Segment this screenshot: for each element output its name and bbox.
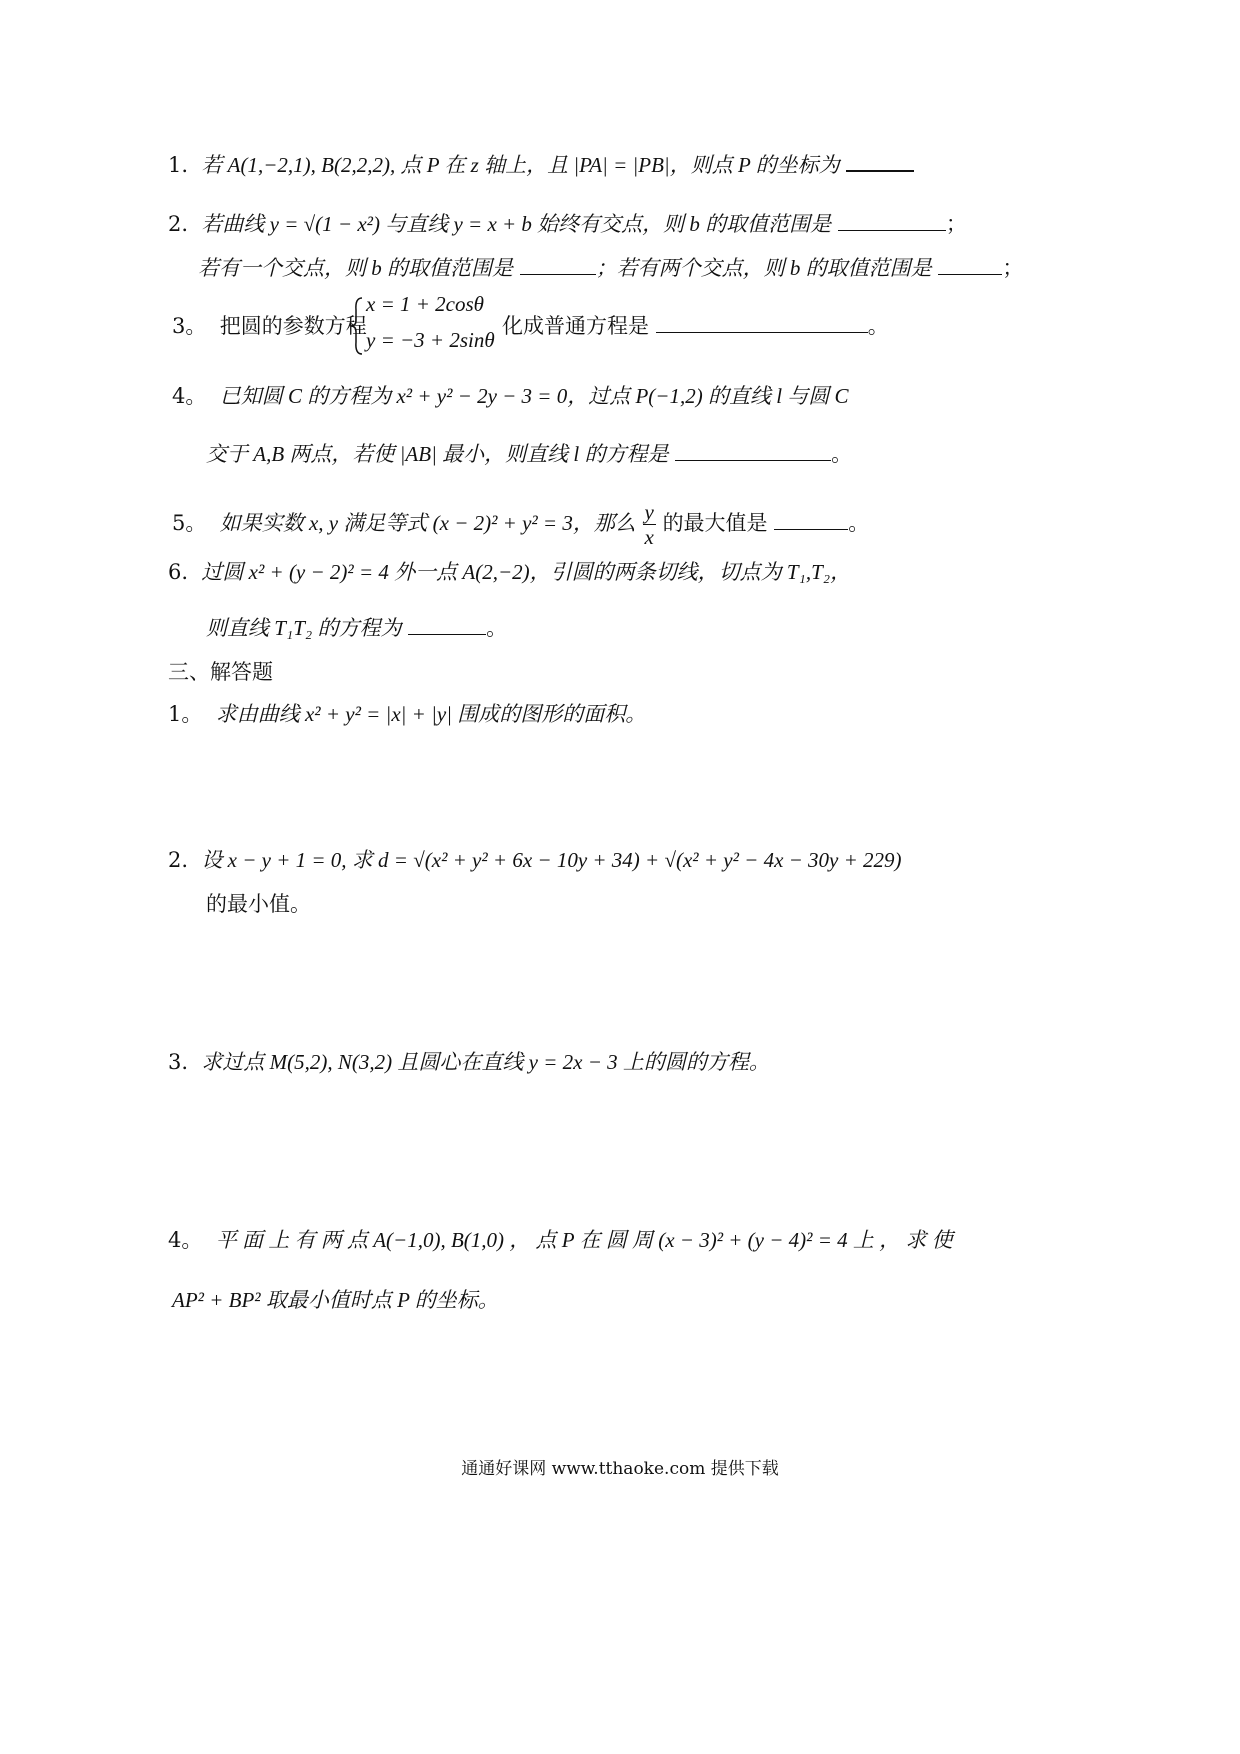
question-text: 平 面 上 有 两 点 A(−1,0), B(1,0) ， 点 P 在 圆 周 (x − 3)² + (y − 4)² = 4 上 ， 求 使	[215, 1228, 953, 1252]
section-title: 三、解答题	[168, 660, 273, 684]
question-1	[168, 152, 914, 178]
question-text: 的最小值。	[206, 892, 311, 916]
question-6	[168, 560, 851, 585]
question-6-continued	[206, 616, 507, 641]
question-text: 则直线 T₁T₂ 的方程为	[206, 616, 402, 640]
answer-blank[interactable]	[774, 511, 848, 530]
question-text: 交于 A,B 两点，若使 |AB| 最小，则直线 l 的方程是	[206, 442, 669, 466]
question-number: 2.	[168, 848, 189, 872]
question-text: AP² + BP² 取最小值时点 P 的坐标。	[172, 1288, 499, 1312]
question-text: 求由曲线 x² + y² = |x| + |y| 围成的图形的面积。	[215, 702, 647, 726]
answer-question-2	[168, 848, 902, 873]
question-text: 若 A(1,−2,1), B(2,2,2), 点 P 在 z 轴上，且 |PA| = |PB|，则点 P 的坐标为	[201, 153, 840, 177]
answer-blank[interactable]	[408, 616, 486, 635]
punctuation: 。	[848, 511, 870, 536]
question-number: 3.	[168, 1050, 189, 1074]
curly-brace	[350, 296, 364, 356]
question-number: 4。	[172, 384, 207, 408]
answer-blank[interactable]	[838, 212, 946, 231]
fraction-denominator: x	[644, 525, 654, 550]
answer-question-4-continued	[172, 1288, 499, 1313]
punctuation: ；	[1002, 256, 1024, 280]
punctuation: 。	[867, 314, 889, 338]
punctuation: 。	[486, 616, 508, 640]
answer-blank[interactable]	[656, 314, 868, 333]
punctuation: 。	[831, 442, 853, 466]
question-number: 1。	[168, 702, 203, 726]
question-number: 2.	[168, 212, 189, 236]
answer-question-3	[168, 1050, 770, 1075]
question-text: 过圆 x² + (y − 2)² = 4 外一点 A(2,−2)，引圆的两条切线，切点为 T₁,T₂，	[201, 560, 852, 584]
question-number: 5。	[172, 511, 207, 536]
question-2-continued	[198, 256, 1023, 281]
answer-blank[interactable]	[675, 442, 831, 461]
question-3-continued	[502, 314, 889, 339]
question-text: 如果实数 x, y 满足等式 (x − 2)² + y² = 3，那么	[219, 511, 636, 536]
question-number: 1.	[168, 153, 189, 177]
question-2	[168, 212, 967, 237]
parametric-eq-y: y = −3 + 2sinθ	[366, 328, 495, 352]
answer-blank[interactable]	[846, 152, 914, 172]
answer-blank[interactable]	[520, 256, 596, 275]
question-text: ；若有两个交点，则 b 的取值范围是	[595, 256, 932, 280]
question-text: 若有一个交点，则 b 的取值范围是	[198, 256, 513, 280]
answer-question-1	[168, 702, 646, 727]
question-5	[172, 500, 869, 549]
parametric-eq-x: x = 1 + 2cosθ	[366, 292, 484, 316]
punctuation: ；	[945, 212, 967, 236]
answer-question-4	[168, 1228, 953, 1253]
question-number: 4。	[168, 1228, 203, 1252]
answer-blank[interactable]	[938, 256, 1002, 275]
question-text: 若曲线 y = √(1 − x²) 与直线 y = x + b 始终有交点，则 b 的取值范围是	[201, 212, 832, 236]
question-4	[172, 384, 849, 409]
question-text: 设 x − y + 1 = 0, 求 d = √(x² + y² + 6x − 10y + 34) + √(x² + y² − 4x − 30y + 229)	[201, 848, 902, 872]
question-number: 3。	[172, 314, 207, 338]
fraction-y-over-x	[643, 500, 656, 549]
question-text: 化成普通方程是	[502, 314, 649, 338]
question-number: 6.	[168, 560, 189, 584]
question-4-continued	[206, 442, 852, 467]
question-text: 把圆的参数方程	[219, 314, 367, 338]
footer-source: 通通好课网 www.tthaoke.com 提供下载	[461, 1459, 779, 1479]
question-3-number	[172, 314, 367, 339]
question-text: 的最大值是	[662, 511, 768, 536]
answer-question-2-continued	[206, 892, 311, 917]
question-text: 求过点 M(5,2), N(3,2) 且圆心在直线 y = 2x − 3 上的圆的方程。	[201, 1050, 770, 1074]
fraction-numerator: y	[644, 500, 654, 524]
question-text: 已知圆 C 的方程为 x² + y² − 2y − 3 = 0，过点 P(−1,2) 的直线 l 与圆 C	[219, 384, 849, 408]
